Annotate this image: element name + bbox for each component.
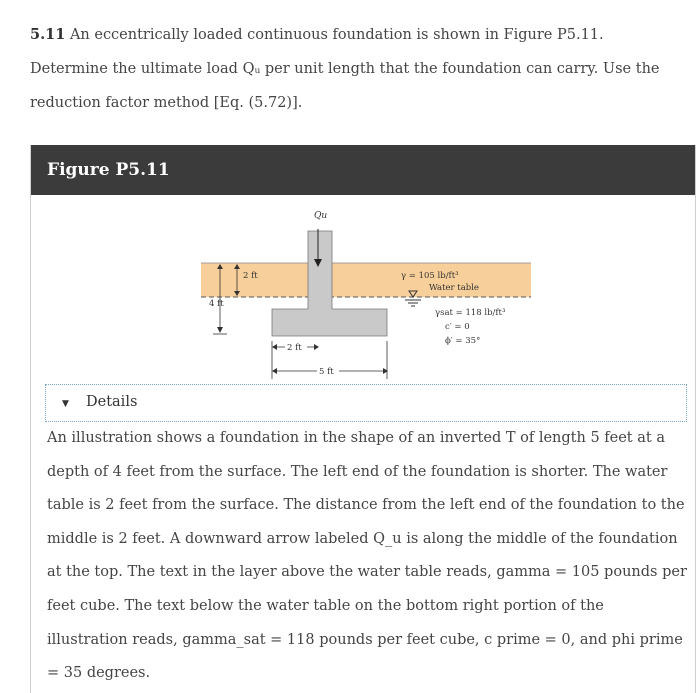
depth-top-label: 2 ft xyxy=(243,271,258,281)
c-prime-label: c′ = 0 xyxy=(445,322,470,332)
width-label: 5 ft xyxy=(319,367,334,377)
question-body: An eccentrically loaded continuous foundation is shown in Figure P5.11. Determine the ultimate load Qᵤ per unit length that the foundation can carry. Use the reduction factor method [Eq. (5.72)]. xyxy=(30,27,660,111)
details-summary: Details xyxy=(86,394,138,410)
triangle-down-icon: ▼ xyxy=(62,399,69,409)
phi-prime-label: ϕ′ = 35° xyxy=(445,336,481,346)
figure-title: Figure P5.11 xyxy=(31,145,695,195)
load-label: Qu xyxy=(314,211,328,221)
gamma-sat-label: γsat = 118 lb/ft³ xyxy=(435,308,506,318)
gamma-label: γ = 105 lb/ft³ xyxy=(401,271,459,281)
question-number: 5.11 xyxy=(30,26,66,43)
details-toggle[interactable] xyxy=(45,384,687,422)
foundation-diagram xyxy=(191,203,551,383)
details-description: An illustration shows a foundation in the shape of an inverted T of length 5 feet at a depth of 4 feet from the surface. The left end of the foundation is shorter. The water table is 2 feet from the surface. The distance from the left end of the foundation to the middle is 2 feet. A downward arrow labeled Q_u is along the middle of the foundation at the top. The text in the layer above the water table reads, gamma = 105 pounds per feet cube. The text below the water table on the bottom right portion of the illustration reads, gamma_sat = 118 pounds per feet cube, c prime = 0, and phi prime = 35 degrees. xyxy=(47,430,687,682)
depth-total-label: 4 ft xyxy=(209,299,224,309)
water-table-label: Water table xyxy=(429,283,479,293)
half-width-label: 2 ft xyxy=(287,343,302,353)
figure-panel xyxy=(30,145,696,693)
question-text xyxy=(30,18,680,120)
